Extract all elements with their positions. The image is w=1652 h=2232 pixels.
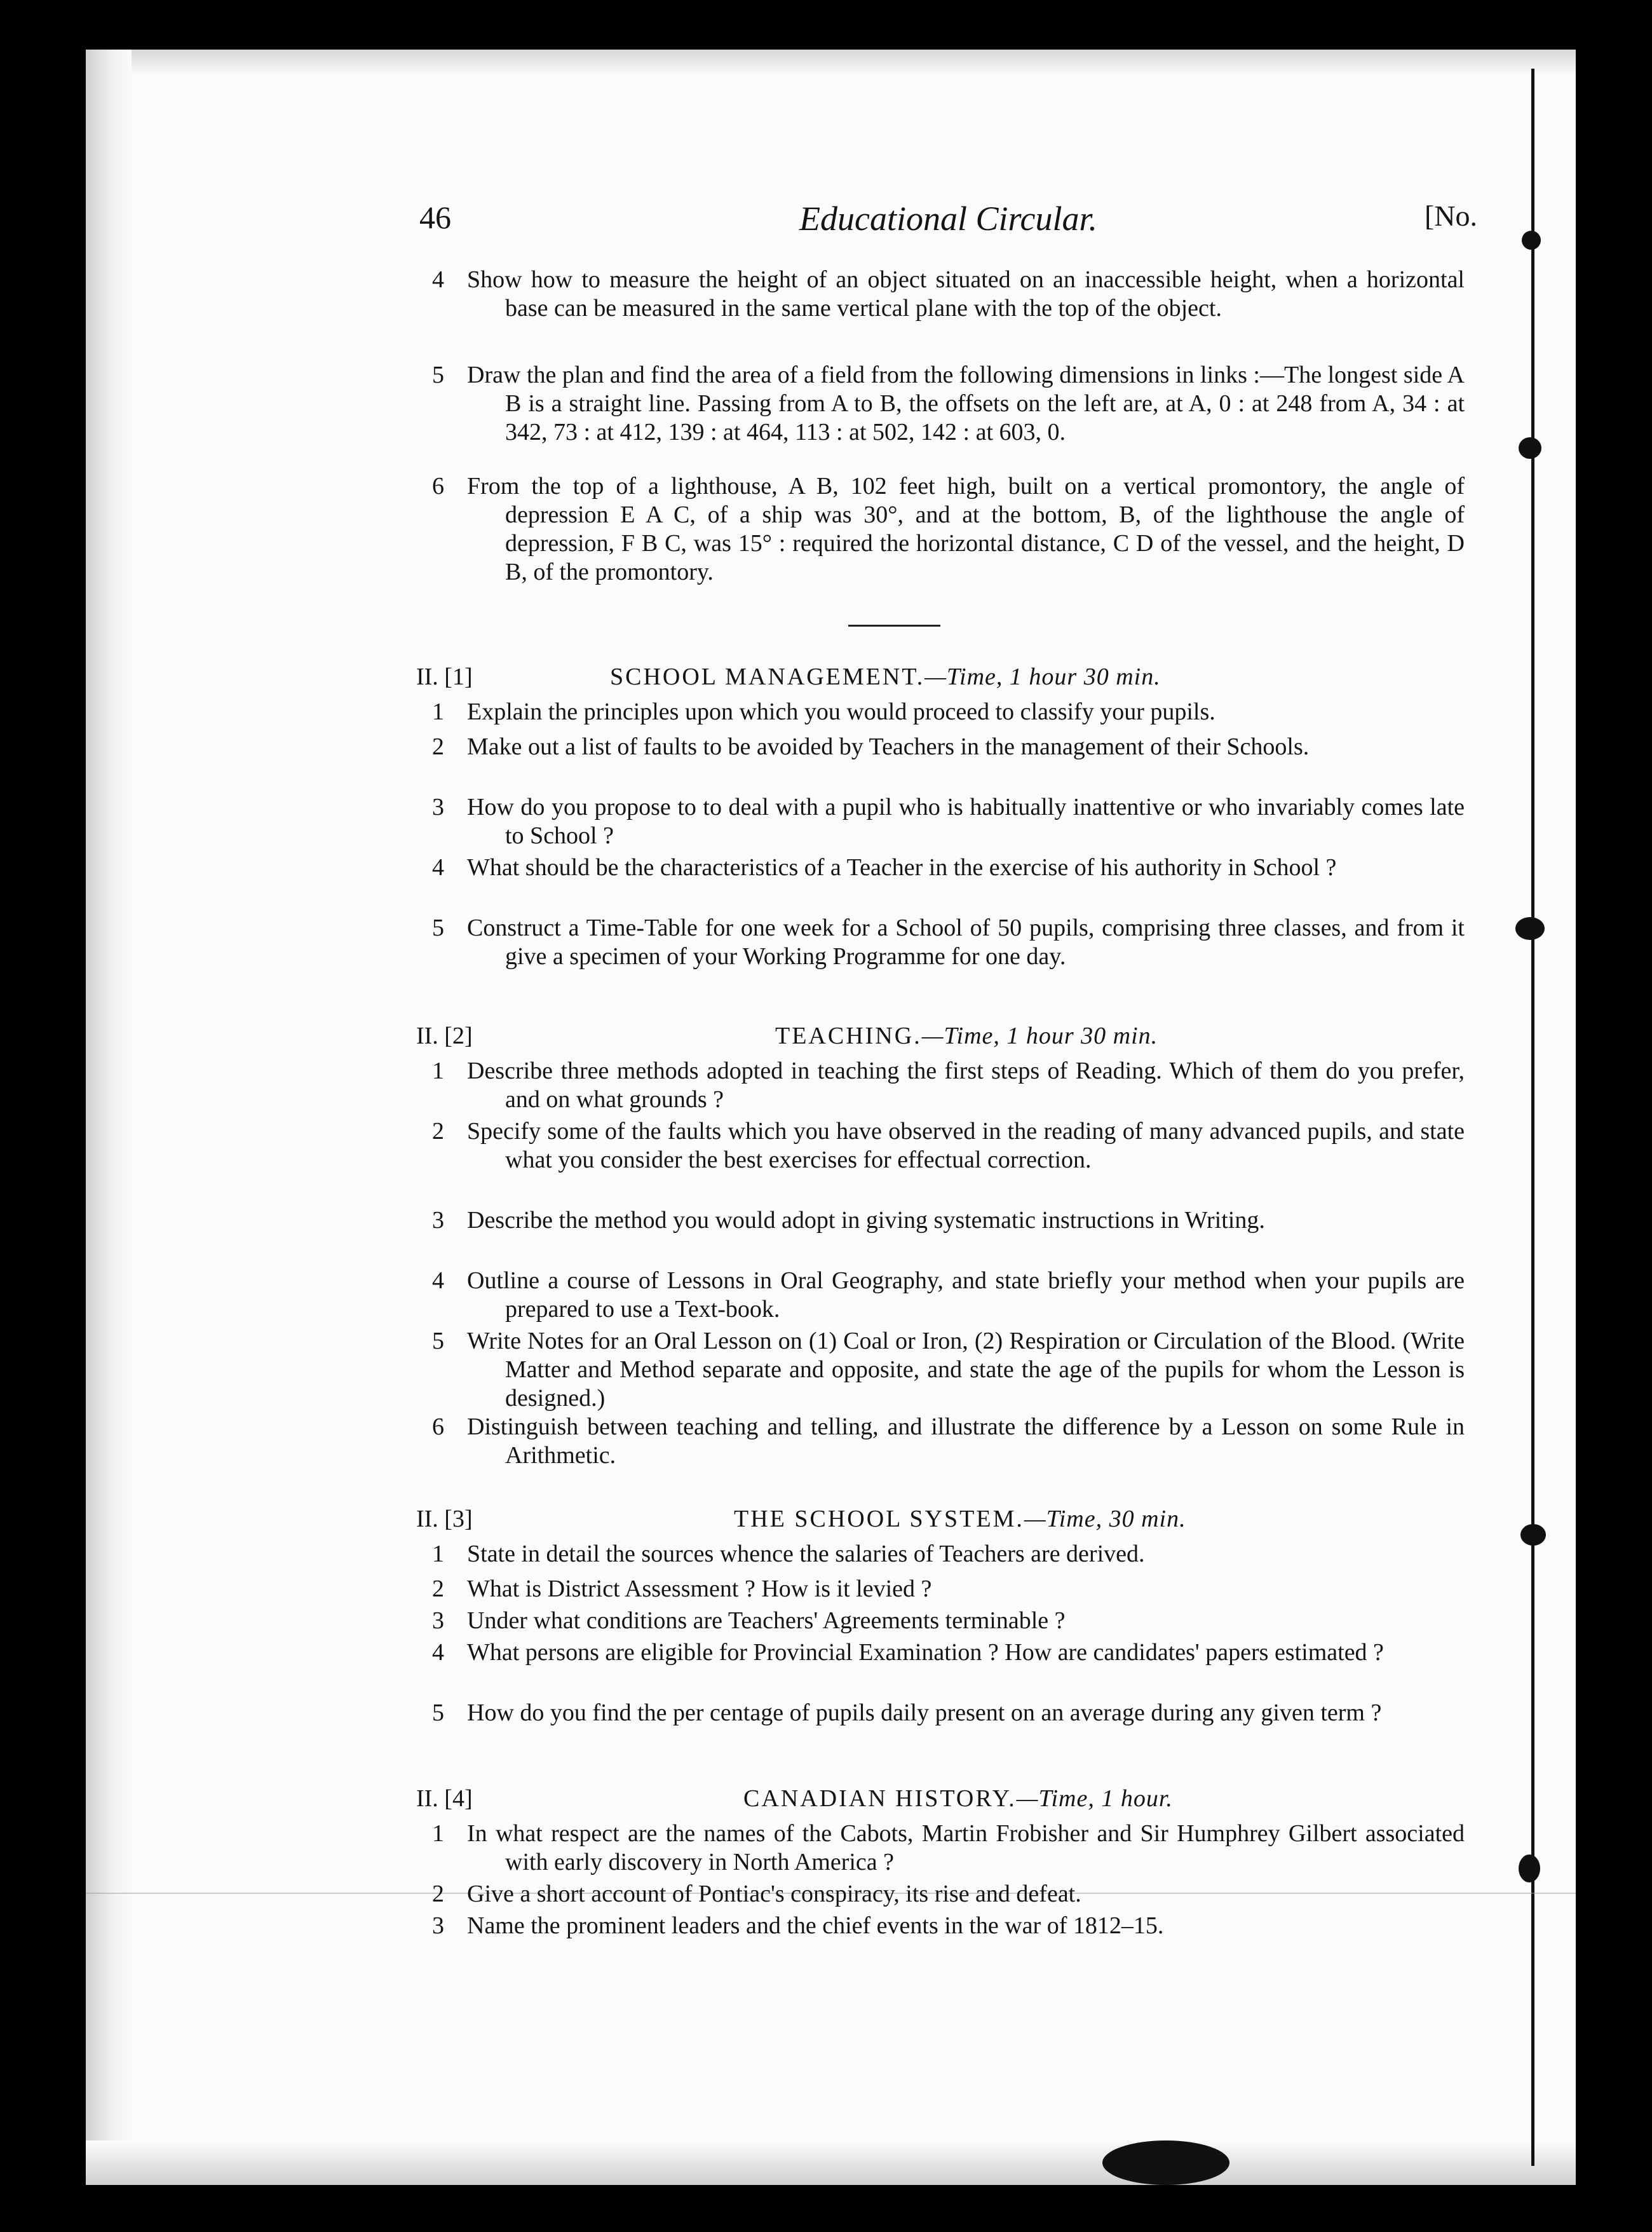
question-item [432, 1206, 1465, 1235]
question-number: 5 [432, 915, 444, 941]
question-number: 4 [432, 266, 444, 293]
question-item [432, 854, 1465, 882]
page-number: 46 [419, 200, 451, 235]
question-number: 3 [432, 1607, 444, 1634]
page-bottom-shadow [86, 2140, 1576, 2185]
section-title [743, 1785, 1173, 1813]
question-number: 2 [432, 733, 444, 760]
question-text: How do you propose to to deal with a pupil who is habitually inattentive or who invariably comes late to School ? [467, 794, 1465, 849]
ink-blot [1515, 917, 1545, 940]
section-code: II. [3] [416, 1506, 473, 1532]
section-title-text: SCHOOL MANAGEMENT. [610, 663, 925, 690]
question-number: 3 [432, 794, 444, 820]
question-item [432, 1327, 1465, 1413]
page-header [419, 199, 1477, 243]
question-text: Specify some of the faults which you have observed in the reading of many advanced pupils, and state what you consider the best exercises for effectual correction. [467, 1118, 1465, 1173]
ink-blot [1522, 231, 1541, 250]
question-text: Draw the plan and find the area of a field from the following dimensions in links :—The longest side A B is a straight line. Passing from A to B, the offsets on the left are, at A, 0 : at 248 from A, 34 : at 342, 73 : at 412, 139 : at 464, 113 : at 502, 142 : at 603, 0. [467, 362, 1465, 446]
question-text: What persons are eligible for Provincial Examination ? How are candidates' papers estimated ? [467, 1639, 1384, 1666]
section-title-text: THE SCHOOL SYSTEM. [734, 1506, 1024, 1532]
question-text: Give a short account of Pontiac's conspiracy, its rise and defeat. [467, 1881, 1081, 1907]
question-text: Show how to measure the height of an object situated on an inaccessible height, when a horizontal base can be measured in the same vertical plane with the top of the object. [467, 266, 1465, 322]
question-item [432, 1912, 1465, 1940]
question-item [432, 1880, 1465, 1909]
section-code: II. [4] [416, 1785, 473, 1812]
question-text: Under what conditions are Teachers' Agreements terminable ? [467, 1607, 1066, 1634]
question-item [432, 1607, 1465, 1635]
question-item [432, 472, 1465, 587]
scanned-page [86, 50, 1576, 2185]
question-item [432, 266, 1465, 323]
page-left-shadow [86, 50, 132, 2185]
section-time: —Time, 1 hour 30 min. [921, 1023, 1158, 1049]
section-divider [848, 625, 940, 627]
question-number: 2 [432, 1881, 444, 1907]
running-title: Educational Circular. [799, 200, 1097, 238]
binding-fold-line [1531, 69, 1534, 2166]
question-number: 1 [432, 1541, 444, 1567]
question-item [432, 733, 1465, 761]
question-item [432, 1575, 1465, 1603]
question-number: 6 [432, 473, 444, 500]
section-title [775, 1022, 1158, 1051]
ink-blot [1520, 1524, 1546, 1546]
question-text: Name the prominent leaders and the chief events in the war of 1812–15. [467, 1912, 1164, 1939]
question-number: 1 [432, 1058, 444, 1084]
question-number: 4 [432, 1639, 444, 1666]
question-text: Outline a course of Lessons in Oral Geography, and state briefly your method when your pupils are prepared to use a Text-book. [467, 1267, 1465, 1323]
question-number: 2 [432, 1118, 444, 1145]
question-text: What should be the characteristics of a Teacher in the exercise of his authority in School ? [467, 854, 1337, 881]
section-time: —Time, 1 hour 30 min. [924, 663, 1161, 690]
section-title [734, 1505, 1186, 1534]
question-text: In what respect are the names of the Cabots, Martin Frobisher and Sir Humphrey Gilbert associated with early discovery in North America ? [467, 1820, 1465, 1875]
question-item [432, 1820, 1465, 1877]
question-item [432, 793, 1465, 850]
question-text: From the top of a lighthouse, A B, 102 feet high, built on a vertical promontory, the angle of depression E A C, of a ship was 30°, and at the bottom, B, of the lighthouse the angle of depression, F B C, was 15° : required the horizontal distance, C D of the vessel, and the height, D B, of the promontory. [467, 473, 1465, 585]
question-text: State in detail the sources whence the salaries of Teachers are derived. [467, 1541, 1145, 1567]
question-item [432, 1057, 1465, 1114]
question-text: Write Notes for an Oral Lesson on (1) Coal or Iron, (2) Respiration or Circulation of the Blood. (Write Matter and Method separate and opposite, and state the age of the pupils for whom the Lesson is designed.) [467, 1328, 1465, 1412]
ink-blot [1519, 1854, 1540, 1882]
question-text: Make out a list of faults to be avoided by Teachers in the management of their Schools. [467, 733, 1310, 760]
question-item [432, 698, 1465, 726]
question-number: 5 [432, 1699, 444, 1726]
question-number: 3 [432, 1207, 444, 1234]
question-number: 1 [432, 1820, 444, 1847]
section-title-text: TEACHING. [775, 1023, 922, 1049]
section-title-text: CANADIAN HISTORY. [743, 1785, 1017, 1812]
ink-blot [1519, 437, 1541, 459]
question-item [432, 1267, 1465, 1324]
question-text: What is District Assessment ? How is it levied ? [467, 1575, 932, 1602]
question-text: Describe three methods adopted in teaching the first steps of Reading. Which of them do you prefer, and on what grounds ? [467, 1058, 1465, 1113]
section-code: II. [2] [416, 1023, 473, 1049]
question-item [432, 1117, 1465, 1174]
question-number: 6 [432, 1413, 444, 1440]
question-number: 4 [432, 854, 444, 881]
question-number: 5 [432, 362, 444, 388]
question-number: 2 [432, 1575, 444, 1602]
section-time: —Time, 1 hour. [1016, 1785, 1173, 1812]
question-text: Distinguish between teaching and telling, and illustrate the difference by a Lesson on some Rule in Arithmetic. [467, 1413, 1465, 1469]
ink-blot [1102, 2140, 1229, 2185]
question-text: Explain the principles upon which you would proceed to classify your pupils. [467, 698, 1215, 725]
section-code: II. [1] [416, 663, 473, 690]
question-item [432, 1699, 1465, 1727]
question-item [432, 361, 1465, 447]
question-item [432, 1638, 1465, 1667]
issue-number-label: [No. [1424, 200, 1477, 232]
question-number: 1 [432, 698, 444, 725]
page-top-shadow [86, 50, 1576, 75]
question-number: 3 [432, 1912, 444, 1939]
question-text: Describe the method you would adopt in giving systematic instructions in Writing. [467, 1207, 1265, 1234]
question-text: How do you find the per centage of pupils daily present on an average during any given term ? [467, 1699, 1382, 1726]
question-number: 4 [432, 1267, 444, 1294]
question-number: 5 [432, 1328, 444, 1354]
question-item [432, 1413, 1465, 1470]
question-text: Construct a Time-Table for one week for a School of 50 pupils, comprising three classes, and from it give a specimen of your Working Programme for one day. [467, 915, 1465, 970]
question-item [432, 1540, 1465, 1569]
section-time: —Time, 30 min. [1024, 1506, 1186, 1532]
question-item [432, 914, 1465, 971]
section-title [610, 663, 1161, 691]
